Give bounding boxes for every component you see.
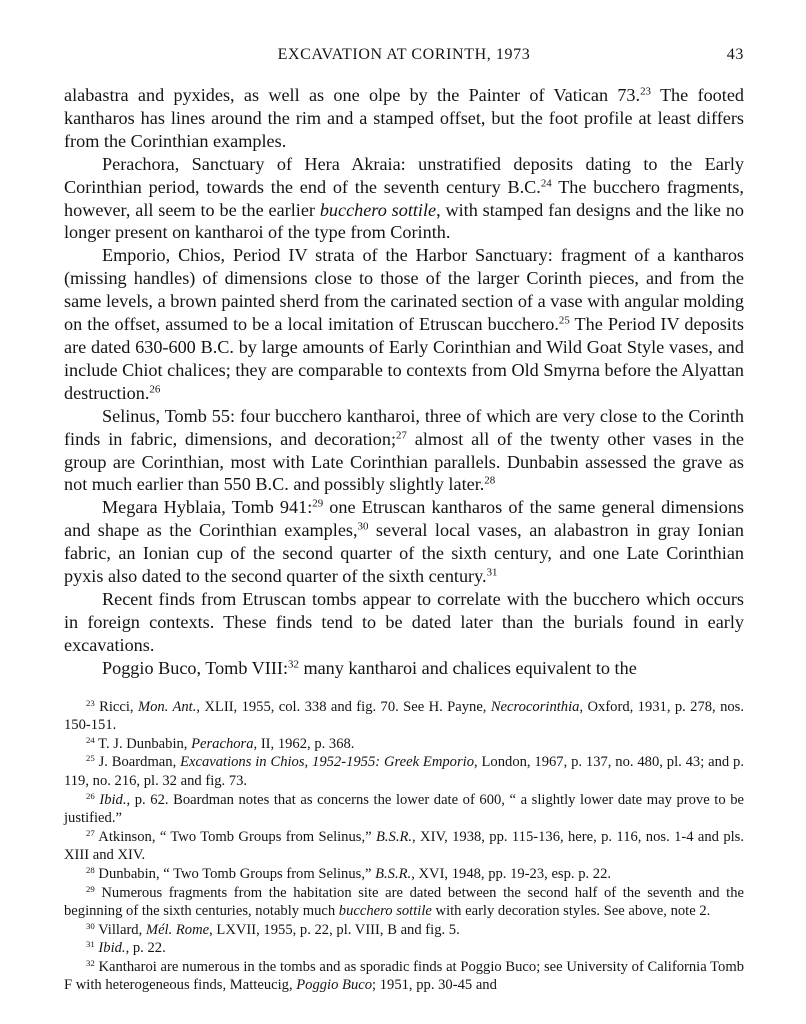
footnote: $^{30}$ Villard, Mél. Rome, LXVII, 1955, p. 22, pl. VIII, B and fig. 5.: [86, 920, 460, 938]
journal-page: [64, 40, 744, 995]
paragraph-etruscan-tombs: Recent finds from Etruscan tombs appear to correlate with the bucchero which occurs in foreign contexts. These finds tend to be dated later than the burials found in early excavations.: [64, 588, 744, 655]
footnote-number: 26: [86, 790, 95, 801]
footnotes: [64, 698, 744, 996]
footnote-number: 28: [86, 864, 95, 875]
note-ref[interactable]: 26: [149, 383, 161, 396]
footnote: $^{26}$ Ibid., p. 62. Boardman notes that as concerns the lower date of 600, “ a slightly lower date may prove to be justified.”: [64, 790, 744, 827]
paragraph-vatican-painter: alabastra and pyxides, as well as one olpe by the Painter of Vatican 73.23 The footed kantharos has lines around the rim and a stamped offset, but the foot profile at least differs from the Corinthian examples.: [64, 85, 744, 151]
footnote: $^{27}$ Atkinson, “ Two Tomb Groups from Selinus,” B.S.R., XIV, 1938, pp. 115-136, here, p. 116, nos. 1-4 and pls. XIII and XIV.: [64, 827, 744, 864]
footnote-number: 24: [86, 734, 95, 745]
footnote: $^{23}$ Ricci, Mon. Ant., XLII, 1955, col. 338 and fig. 70. See H. Payne, Necrocorinthia, Oxford, 1931, p. 278, nos. 150-151.: [64, 697, 744, 734]
note-ref[interactable]: 30: [357, 520, 369, 533]
footnote-number: 32: [86, 957, 95, 968]
footnote-number: 31: [86, 939, 95, 950]
paragraph-selinus: Selinus, Tomb 55: four bucchero kantharoi, three of which are very close to the Corinth finds in fabric, dimensions, and decoration;$^{27}$ almost all of the twenty other vases in the group are Corinthian, most with Late Corinthian parallels. Dunbabin assessed the grave as not much earlier than 550 B.C. and possibly slightly later.$^{28}$: [64, 405, 744, 495]
note-ref[interactable]: 25: [558, 314, 570, 327]
body-text: [64, 84, 744, 680]
footnote-number: 23: [86, 697, 95, 708]
footnote-number: 29: [86, 883, 95, 894]
note-ref[interactable]: 24: [540, 177, 552, 190]
note-ref[interactable]: 32: [288, 658, 299, 671]
running-head: [64, 40, 744, 70]
footnote: $^{25}$ J. Boardman, Excavations in Chios, 1952-1955: Greek Emporio, London, 1967, p. 137, no. 480, pl. 43; and p. 119, no. 216, pl. 32 and fig. 73.: [64, 753, 744, 789]
footnote: $^{29}$ Numerous fragments from the habitation site are dated between the second half of the seventh and the beginning of the sixth centuries, notably much bucchero sottile with early decoration styles. See above, note 2.: [64, 883, 744, 920]
note-ref[interactable]: 28: [484, 474, 496, 487]
paragraph-megara-hyblaia: Megara Hyblaia, Tomb 941:$^{29}$ one Etruscan kantharos of the same general dimensions and shape as the Corinthian examples,$^{30}$ several local vases, an alabastron in gray Ionian fabric, an Ionian cup of the second quarter of the sixth century, and one Late Corinthian pyxis also dated to the second quarter of the sixth century.$^{31}$: [64, 497, 744, 587]
running-title: EXCAVATION AT CORINTH, 1973: [277, 46, 531, 63]
footnote: $^{31}$ Ibid., p. 22.: [86, 939, 166, 957]
paragraph-poggio-buco: Poggio Buco, Tomb VIII:$^{32}$ many kantharoi and chalices equivalent to the: [102, 657, 637, 678]
paragraph-emporio: Emporio, Chios, Period IV strata of the Harbor Sanctuary: fragment of a kantharos (missing handles) of dimensions close to those of the larger Corinth pieces, and from the same levels, a brown painted sherd from the carinated section of a vase with angular molding on the offset, assumed to be a local imitation of Etruscan bucchero.$^{25}$ The Period IV deposits are dated 630-600 B.C. by large amounts of Early Corinthian and Wild Goat Style vases, and include Chiot chalices; they are comparable to contexts from Old Smyrna before the Alyattan destruction.$^{26}$: [64, 245, 744, 403]
footnote: $^{32}$ Kantharoi are numerous in the tombs and as sporadic finds at Poggio Buco; see University of California Tomb F with heterogeneous finds, Matteucig, Poggio Buco; 1951, pp. 30-45 and: [64, 957, 744, 994]
page-number: 43: [726, 46, 744, 63]
note-ref[interactable]: 31: [486, 566, 498, 579]
footnote-number: 27: [86, 827, 95, 838]
note-ref[interactable]: 23: [640, 85, 651, 98]
note-ref[interactable]: 29: [312, 497, 324, 510]
footnote: $^{24}$ T. J. Dunbabin, Perachora, II, 1962, p. 368.: [86, 734, 355, 752]
footnote: $^{28}$ Dunbabin, “ Two Tomb Groups from Selinus,” B.S.R., XVI, 1948, pp. 19-23, esp. p. 22.: [86, 864, 612, 882]
note-ref[interactable]: 27: [396, 429, 407, 442]
footnote-number: 25: [86, 753, 95, 764]
footnote-number: 30: [86, 920, 95, 931]
paragraph-perachora: Perachora, Sanctuary of Hera Akraia: unstratified deposits dating to the Early Corinthian period, towards the end of the seventh century B.C.$^{24}$ The bucchero fragments, however, all seem to be the earlier bucchero sottile, with stamped fan designs and the like no longer present on kantharoi of the type from Corinth.: [64, 153, 745, 243]
